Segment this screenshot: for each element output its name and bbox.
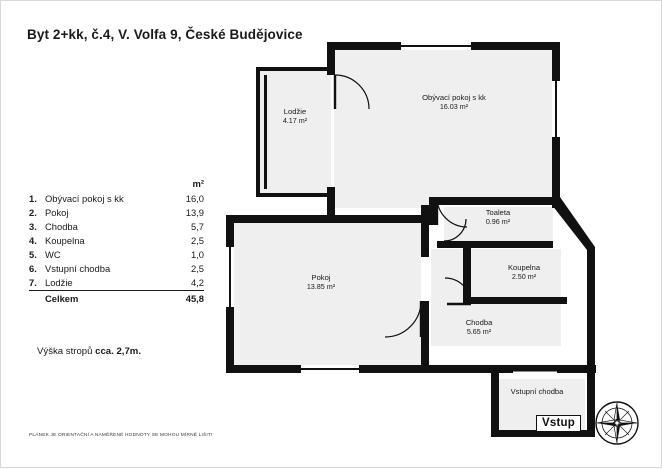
room-area: 5.65 m² — [466, 327, 492, 337]
room-name: Lodžie — [283, 107, 307, 116]
compass-icon — [593, 399, 641, 447]
wall-koupelna-bottom — [463, 297, 567, 304]
room-area: 16.03 m² — [439, 102, 469, 112]
legend-row-value: 5,7 — [190, 221, 204, 232]
room-area: 13.85 m² — [306, 282, 336, 292]
floor-obyvaci-pokoj — [334, 49, 553, 208]
ceiling-note-prefix: Výška stropů — [37, 346, 96, 357]
floor-pokoj — [233, 223, 421, 366]
room-name: Pokoj — [311, 273, 331, 282]
window-living-right-line — [555, 81, 557, 137]
legend-row-num: 5. — [29, 249, 37, 260]
wall-living-bottom — [429, 197, 553, 205]
window-pokoj-left-line — [229, 247, 231, 307]
legend-row-name: Pokoj — [45, 207, 69, 218]
room-name: Chodba — [465, 318, 493, 327]
room-name: Vstupní chodba — [510, 387, 564, 396]
legend-row-name: Vstupní chodba — [45, 263, 111, 274]
legend-row-num: 4. — [29, 235, 37, 246]
legend-row-value: 2,5 — [190, 235, 204, 246]
page-title: Byt 2+kk, č.4, V. Volfa 9, České Budějovice — [27, 27, 303, 42]
window-living-top-line — [401, 45, 471, 47]
legend-row-name: WC — [45, 249, 61, 260]
floor-koupelna — [471, 249, 561, 303]
disclaimer-text: PLÁNEK JE ORIENTAČNÍ A NAMĚŘENÉ HODNOTY SE MOHOU MÍRNĚ LIŠIT! — [29, 433, 213, 438]
wall-chodba-left-lower — [421, 301, 429, 369]
legend-row-value: 16,0 — [185, 193, 204, 204]
legend-row-num: 3. — [29, 221, 37, 232]
legend-row-name: Obývací pokoj s kk — [45, 193, 124, 204]
legend-total-label: Celkem — [45, 291, 170, 307]
room-name: Obývací pokoj s kk — [422, 93, 486, 102]
legend-row-num: 6. — [29, 263, 37, 274]
compass-hub — [615, 421, 619, 425]
wall-lodzie-left — [256, 67, 260, 197]
legend-row-name: Chodba — [45, 221, 78, 232]
wall-lodzie-bottom — [256, 193, 334, 197]
legend-row-num: 2. — [29, 207, 37, 218]
legend-unit-header: m² — [192, 177, 204, 189]
floor-lodzie — [260, 71, 331, 193]
legend-row-name: Koupelna — [45, 235, 85, 246]
room-area: 0.96 m² — [485, 217, 511, 227]
room-name: Toaleta — [485, 208, 511, 217]
room-area: 2.50 m² — [511, 272, 537, 282]
ceiling-note-value: cca. 2,7m. — [95, 346, 141, 357]
floorplan-drawing — [1, 1, 662, 469]
wall-chodba-left — [421, 205, 429, 257]
window-pokoj-bottom-line — [301, 368, 359, 370]
legend-row-value: 2,5 — [190, 263, 204, 274]
floor-toaleta — [444, 207, 553, 241]
room-area: 4.17 m² — [282, 116, 308, 126]
wall-lodzie-top — [256, 67, 334, 71]
room-name: Koupelna — [507, 263, 541, 272]
legend-row-value: 13,9 — [185, 207, 204, 218]
legend-row-num: 1. — [29, 193, 37, 204]
legend-row-value: 4,2 — [190, 277, 204, 288]
wall-entrance-left — [491, 373, 499, 437]
entrance-marker: Vstup — [536, 415, 581, 432]
wall-toilet-bottom — [437, 241, 553, 248]
legend-row-value: 1,0 — [190, 249, 204, 260]
legend-row-num: 7. — [29, 277, 37, 288]
legend-total-value: 45,8 — [170, 291, 204, 307]
wall-lodzie-inner-pane — [264, 75, 267, 189]
legend-row-name: Lodžie — [45, 277, 73, 288]
wall-pokoj-top — [226, 215, 426, 223]
